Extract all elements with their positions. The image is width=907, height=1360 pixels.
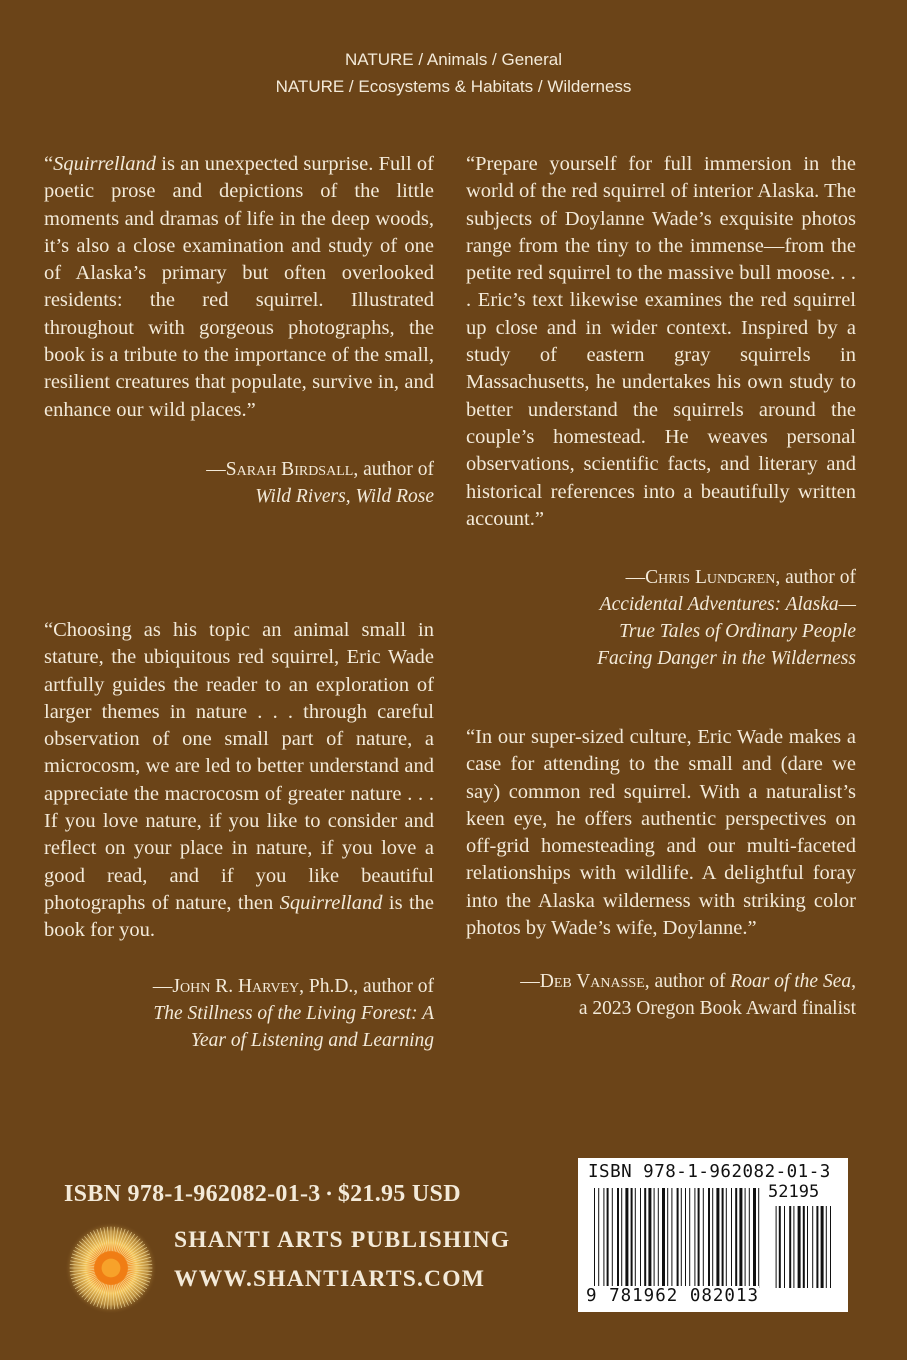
review-quote: “In our super-sized culture, Eric Wade makes a case for attending to the small and (dare we say) common red squirrel. With a naturalist’s keen eye, he offers authentic perspectives on off-grid homesteading and our multi-faceted relationships with wildlife. A delightful foray into the Alaska wilderness with striking color photos by Wade’s wife, Doylanne.” [466,726,856,940]
publisher-name: SHANTI ARTS PUBLISHING [174,1227,511,1253]
review-lundgren [466,151,856,672]
barcode-bars-icon [590,1188,838,1292]
price-text: $21.95 USD [337,1181,461,1207]
review-attribution: —Deb Vanasse, author of Roar of the Sea, a 2023 Oregon Book Award finalist [520,971,856,1020]
barcode [578,1158,848,1312]
reviewer-name: Chris Lundgren [645,567,776,589]
reviewer-name: John R. Harvey [172,975,300,997]
review-birdsall [44,151,434,510]
review-vanasse [466,724,856,1022]
review-quote: “Choosing as his topic an animal small in stature, the ubiquitous red squirrel, Eric Wade artfully guides the reader to an exploration of larger themes in nature . . . through careful observation of one small part of nature, a microcosm, we are led to better understand and appreciate the macrocosm of greater nature . . . If you love nature, if you like to consider and reflect on your place in nature, if you love a good read, and if you like beautiful photographs of nature, then Squirrelland is the book for you. [44,619,434,942]
category-line: NATURE / Ecosystems & Habitats / Wilderness [275,77,632,96]
isbn-price-line [64,1181,461,1208]
review-attribution: —John R. Harvey, Ph.D., author of The Stillness of the Living Forest: A Year of Listening and Learning [152,975,434,1051]
barcode-isbn-label: ISBN 978-1-962082-01-3 [588,1162,831,1182]
review-attribution: —Chris Lundgren, author of Accidental Adventures: Alaska— True Tales of Ordinary People Facing Danger in the Wilderness [597,567,856,670]
separator-dot: • [326,1187,332,1203]
reviewer-name: Sarah Birdsall [225,458,354,480]
publisher-website-link[interactable]: WWW.SHANTIARTS.COM [174,1266,486,1292]
reviewer-book-title: Wild Rivers, Wild Rose [255,485,434,507]
review-quote: “Prepare yourself for full immersion in the world of the red squirrel of interior Alaska. The subjects of Doylanne Wade’s exquisite photos range from the tiny to the immense—from the petite red squirrel to the massive bull moose. . . . Eric’s text likewise examines the red squirrel up close and in wider context. Inspired by a study of eastern gray squirrels in Massachusetts, he undertakes his own study to better understand the squirrels around the couple’s homestead. He weaves personal observations, scientific facts, and literary and historical references into a beautifully written account.” [466,153,856,530]
review-harvey [44,617,434,1054]
category-list [0,46,907,100]
barcode-digits: 9 781962 082013 [586,1286,760,1306]
category-line: NATURE / Animals / General [345,50,562,69]
review-attribution: —Sarah Birdsall, author of Wild Rivers, Wild Rose [206,458,434,507]
review-quote: “Squirrelland is an unexpected surprise. Full of poetic prose and depictions of the little moments and dramas of life in the deep woods, it’s also a close examination and study of one of Alaska’s primary but often overlooked residents: the red squirrel. Illustrated throughout with gorgeous photographs, the book is a tribute to the importance of the small, resilient creatures that populate, survive in, and enhance our wild places.” [44,153,434,421]
reviewer-name: Deb Vanasse [539,971,645,993]
isbn-text: ISBN 978-1-962082-01-3 [64,1181,321,1207]
barcode-price-code: 52195 [768,1182,820,1202]
publisher-logo-icon [64,1221,158,1315]
